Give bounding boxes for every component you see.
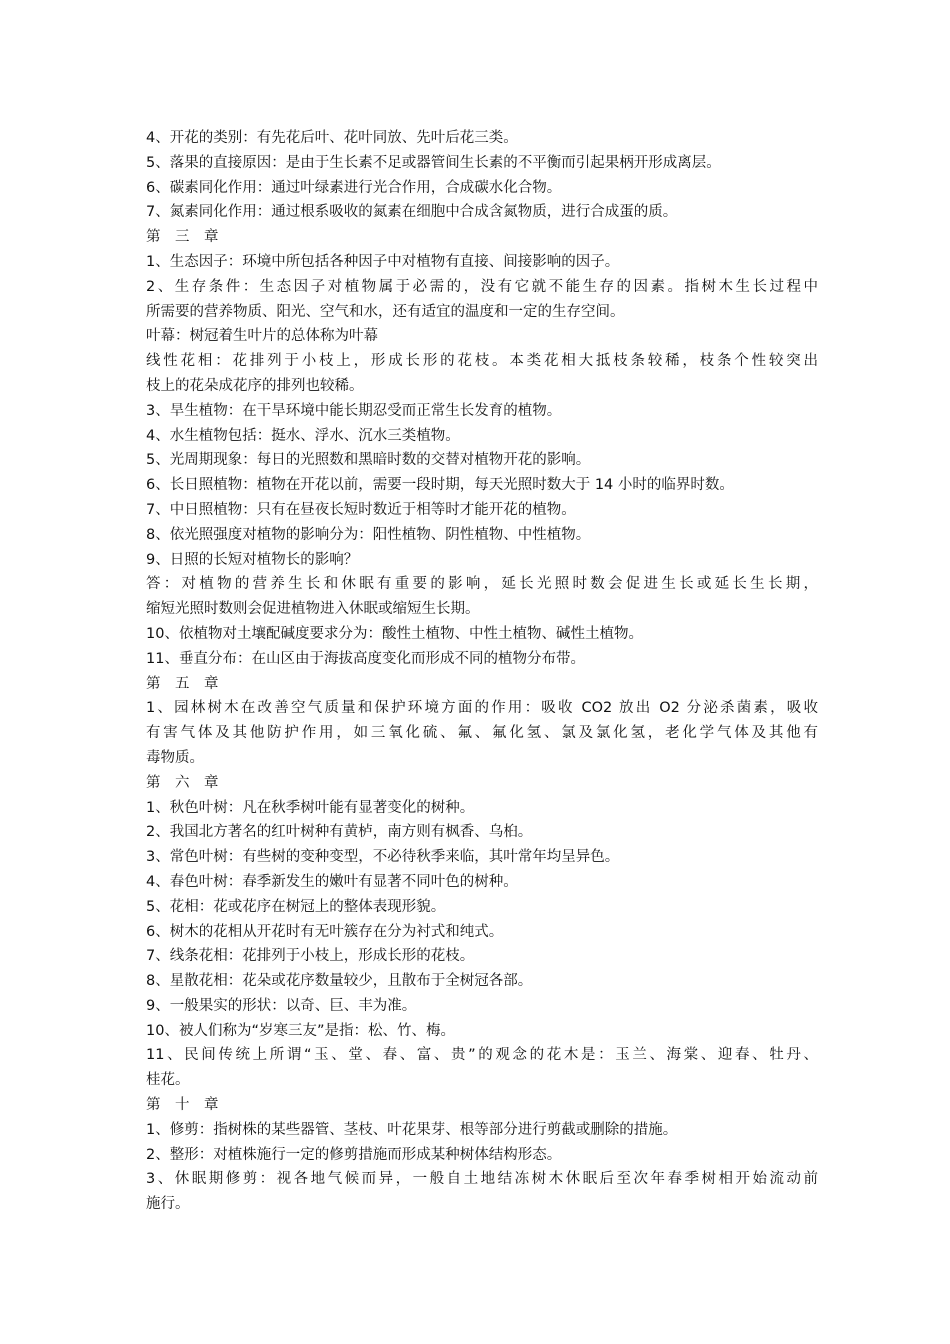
text-line: 3、常色叶树：有些树的变种变型，不必待秋季来临，其叶常年均呈异色。 (146, 849, 620, 866)
text-line: 10、依植物对土壤配碱度要求分为：酸性土植物、中性土植物、碱性土植物。 (146, 625, 643, 642)
text-line: 3、休眠期修剪：视各地气候而异，一般自土地结冻树木休眠后至次年春季树相开始流动前 (146, 1171, 818, 1188)
text-line: 11、民间传统上所谓“玉、堂、春、富、贵”的观念的花木是：玉兰、海棠、迎春、牡丹、 (146, 1047, 818, 1064)
text-line: 6、树木的花相从开花时有无叶簇存在分为衬式和纯式。 (146, 923, 504, 940)
chapter-heading: 第 十 章 (146, 1097, 219, 1114)
text-line: 6、碳素同化作用：通过叶绿素进行光合作用，合成碳水化合物。 (146, 179, 562, 196)
text-line: 5、光周期现象：每日的光照数和黑暗时数的交替对植物开花的影响。 (146, 452, 591, 469)
text-line: 8、依光照强度对植物的影响分为：阳性植物、阴性植物、中性植物。 (146, 526, 591, 543)
text-line: 8、星散花相：花朵或花序数量较少，且散布于全树冠各部。 (146, 973, 533, 990)
text-line: 毒物质。 (146, 749, 204, 766)
text-line: 10、被人们称为“岁寒三友”是指：松、竹、梅。 (146, 1022, 455, 1039)
text-line: 9、一般果实的形状：以奇、巨、丰为准。 (146, 997, 417, 1014)
text-line: 4、开花的类别：有先花后叶、花叶同放、先叶后花三类。 (146, 130, 518, 146)
document-body (146, 126, 818, 1217)
chapter-heading: 第 五 章 (146, 675, 219, 692)
text-line: 答：对植物的营养生长和休眠有重要的影响，延长光照时数会促进生长或延长生长期， (146, 576, 818, 593)
text-line: 1、生态因子：环境中所包括各种因子中对植物有直接、间接影响的因子。 (146, 253, 620, 270)
text-line: 7、氮素同化作用：通过根系吸收的氮素在细胞中合成含氮物质，进行合成蛋的质。 (146, 204, 678, 221)
text-line: 9、日照的长短对植物长的影响？ (146, 551, 359, 568)
text-line: 2、我国北方著名的红叶树种有黄栌，南方则有枫香、乌桕。 (146, 824, 533, 841)
text-line: 4、春色叶树：春季新发生的嫩叶有显著不同叶色的树种。 (146, 873, 518, 890)
text-line: 6、长日照植物：植物在开花以前，需要一段时期，每天光照时数大于 14 小时的临界时数。 (146, 477, 734, 494)
text-line: 有害气体及其他防护作用，如三氧化硫、氟、氟化氢、氯及氯化氢，老化学气体及其他有 (146, 725, 818, 742)
text-line: 2、整形：对植株施行一定的修剪措施而形成某种树体结构形态。 (146, 1146, 562, 1163)
text-line: 7、中日照植物：只有在昼夜长短时数近于相等时才能开花的植物。 (146, 501, 576, 518)
text-line: 线性花相：花排列于小枝上，形成长形的花枝。本类花相大抵枝条较稀，枝条个性较突出 (146, 353, 818, 370)
text-line: 2、生存条件：生态因子对植物属于必需的，没有它就不能生存的因素。指树木生长过程中 (146, 278, 818, 295)
text-line: 5、花相：花或花序在树冠上的整体表现形貌。 (146, 898, 446, 915)
chapter-heading: 第 六 章 (146, 774, 219, 791)
text-line: 5、落果的直接原因：是由于生长素不足或器管间生长素的不平衡而引起果柄开形成离层。 (146, 154, 721, 171)
text-line: 11、垂直分布：在山区由于海拔高度变化而形成不同的植物分布带。 (146, 650, 585, 667)
text-line: 叶幕：树冠着生叶片的总体称为叶幕 (146, 328, 378, 345)
text-line: 7、线条花相：花排列于小枝上，形成长形的花枝。 (146, 948, 475, 965)
text-line: 桂花。 (146, 1072, 190, 1089)
text-line: 施行。 (146, 1196, 190, 1213)
text-line: 1、园林树木在改善空气质量和保护环境方面的作用：吸收 CO2 放出 O2 分泌杀菌素，吸收 (146, 700, 818, 717)
text-line: 1、秋色叶树：凡在秋季树叶能有显著变化的树种。 (146, 799, 475, 816)
text-line: 3、旱生植物：在干旱环境中能长期忍受而正常生长发育的植物。 (146, 402, 562, 419)
text-line: 4、水生植物包括：挺水、浮水、沉水三类植物。 (146, 427, 460, 444)
text-line: 所需要的营养物质、阳光、空气和水，还有适宜的温度和一定的生存空间。 (146, 303, 625, 320)
text-line: 枝上的花朵成花序的排列也较稀。 (146, 377, 364, 394)
text-line: 缩短光照时数则会促进植物进入休眠或缩短生长期。 (146, 601, 480, 618)
chapter-heading: 第 三 章 (146, 229, 219, 246)
text-line: 1、修剪：指树株的某些器管、茎枝、叶花果芽、根等部分进行剪截或删除的措施。 (146, 1121, 678, 1138)
